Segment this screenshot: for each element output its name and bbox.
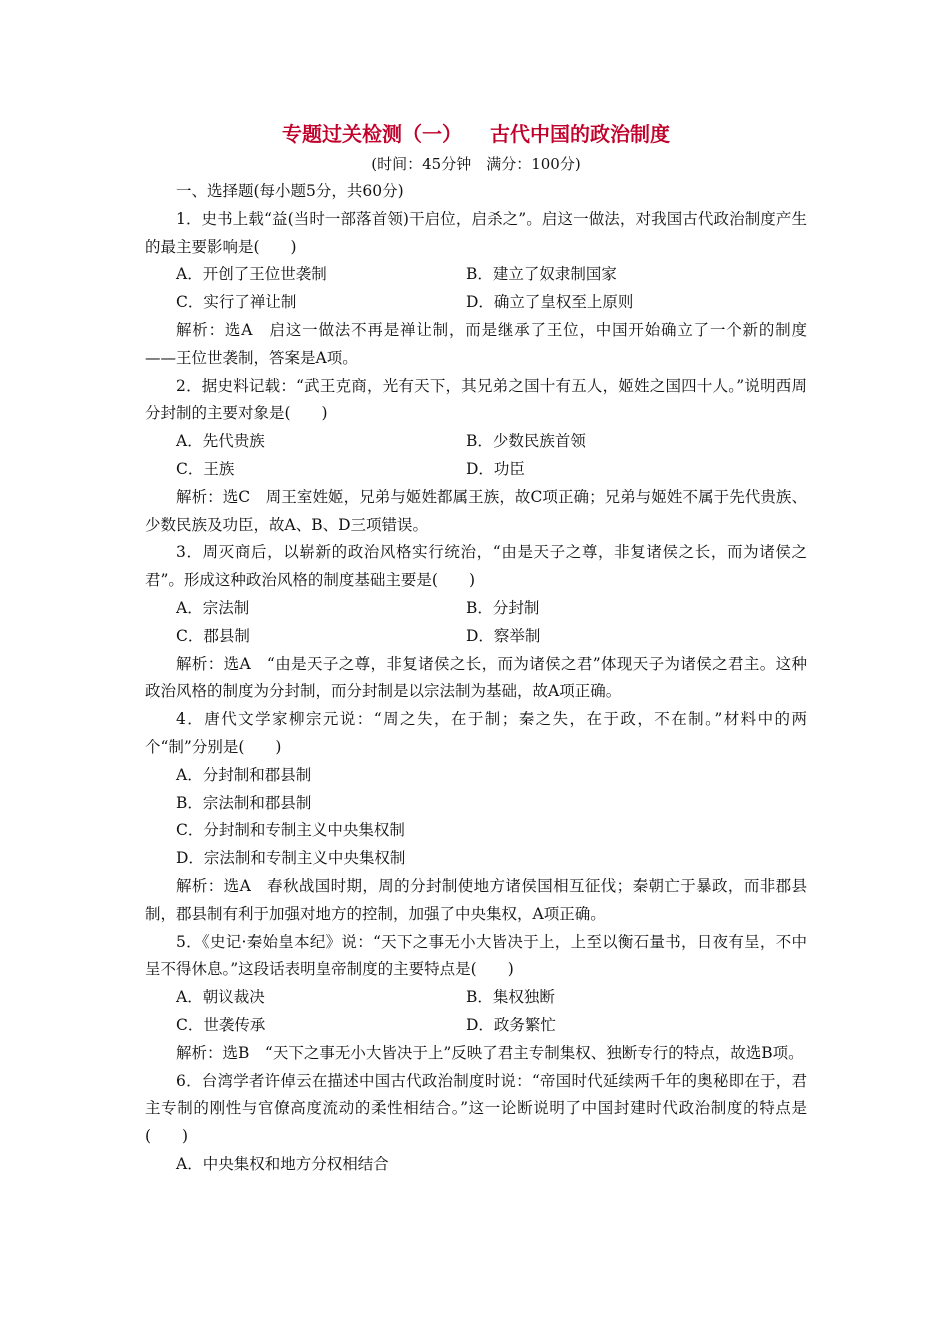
question-stem: 1．史书上载“益(当时一部落首领)干启位，启杀之”。启这一做法，对我国古代政治制度产生的最主要影响是( ) [145,209,807,256]
option-list [145,762,807,873]
page-title [145,118,807,150]
option: B．集权独断 [466,988,555,1007]
option: D．确立了皇权至上原则 [466,293,634,312]
option: D．察举制 [466,626,541,645]
question-stem: 3．周灭商后，以崭新的政治风格实行统治，“由是天子之尊，非复诸侯之长，而为诸侯之君”。形成这种政治风格的制度基础主要是( ) [145,543,807,590]
option: C．分封制和专制主义中央集权制 [176,821,405,840]
option: C．王族 [176,459,235,478]
explanation: 解析：选C 周王室姓姬，兄弟与姬姓都属王族，故C项正确；兄弟与姬姓不属于先代贵族、少数民族及功臣，故A、B、D三项错误。 [145,487,807,534]
title-left: 专题过关检测（一） [282,122,462,146]
option: D．政务繁忙 [466,1015,556,1034]
option-list [145,428,807,484]
question-stem: 2．据史料记载：“武王克商，光有天下，其兄弟之国十有五人，姬姓之国四十人。”说明西周分封制的主要对象是( ) [145,376,807,423]
option: A．先代贵族 [176,432,265,451]
question-stem: 4．唐代文学家柳宗元说：“周之失，在于制；秦之失，在于政，不在制。”材料中的两个“制”分别是( ) [145,710,807,756]
question-stem: 5．《史记·秦始皇本纪》说：“天下之事无小大皆决于上，上至以衡石量书，日夜有呈，不中呈不得休息。”这段话表明皇帝制度的主要特点是( ) [145,932,807,979]
option: C．实行了禅让制 [176,293,297,312]
option: B．宗法制和郡县制 [176,793,312,812]
option: C．世袭传承 [176,1015,266,1034]
explanation: 解析：选B “天下之事无小大皆决于上”反映了君主专制集权、独断专行的特点，故选B项。 [176,1043,804,1062]
document-page [145,118,807,1179]
explanation: 解析：选A 春秋战国时期，周的分封制使地方诸侯国相互征伐；秦朝亡于暴政，而非郡县制，郡县制有利于加强对地方的控制，加强了中央集权，A项正确。 [145,876,807,923]
option: B．建立了奴隶制国家 [466,265,617,284]
option: C．郡县制 [176,626,250,645]
option: A．开创了王位世袭制 [176,265,327,284]
explanation: 解析：选A 启这一做法不再是禅让制，而是继承了王位，中国开始确立了一个新的制度——王位世袭制，答案是A项。 [145,320,807,367]
page-subtitle: (时间：45分钟 满分：100分) [371,155,581,173]
option: A．朝议裁决 [176,988,265,1007]
option: A．宗法制 [176,598,250,617]
option: D．功臣 [466,459,525,478]
option: D．宗法制和专制主义中央集权制 [176,849,406,868]
option: B．分封制 [466,598,540,617]
option-list [145,261,807,317]
section-heading: 一、选择题(每小题5分，共60分) [176,182,404,200]
option-list [145,1151,807,1179]
option: A．分封制和郡县制 [176,765,312,784]
question-stem: 6．台湾学者许倬云在描述中国古代政治制度时说：“帝国时代延续两千年的奥秘即在于，君主专制的刚性与官僚高度流动的柔性相结合。”这一论断说明了中国封建时代政治制度的特点是( ) [145,1071,807,1146]
title-right: 古代中国的政治制度 [490,122,670,146]
option-list [145,595,807,651]
option: B．少数民族首领 [466,432,586,451]
option-list [145,984,807,1040]
option: A．中央集权和地方分权相结合 [176,1154,389,1173]
explanation: 解析：选A “由是天子之尊，非复诸侯之长，而为诸侯之君”体现天子为诸侯之君主。这种政治风格的制度为分封制，而分封制是以宗法制为基础，故A项正确。 [145,654,807,701]
